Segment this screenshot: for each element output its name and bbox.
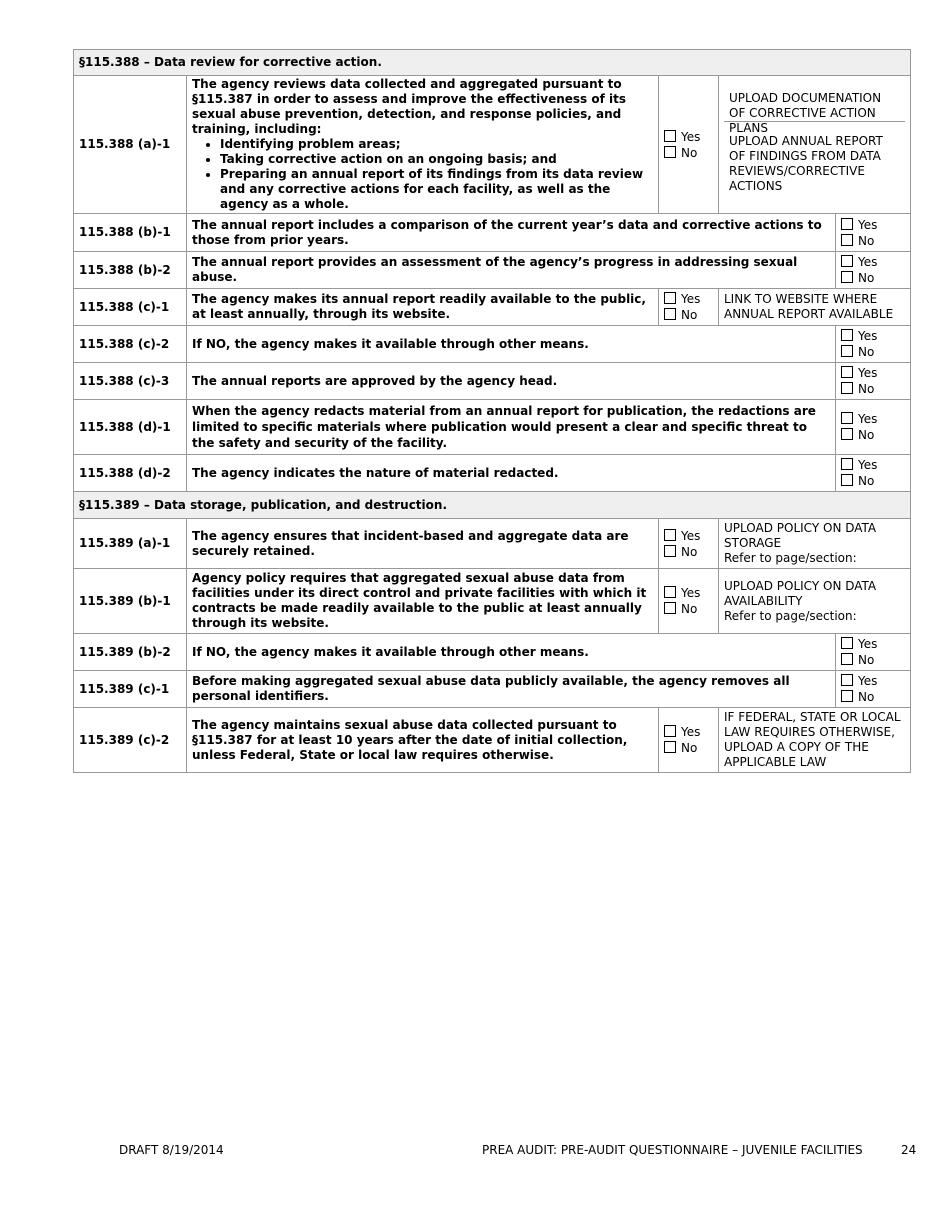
upload-label: UPLOAD POLICY ON DATA AVAILABILITY <box>724 578 877 608</box>
table-row <box>74 214 911 252</box>
section-header-389 <box>74 492 911 519</box>
checkbox[interactable] <box>841 382 853 394</box>
no-option[interactable]: No <box>664 740 713 756</box>
no-option[interactable]: No <box>664 307 713 323</box>
refer-label: Refer to page/section: <box>724 608 857 623</box>
yes-option[interactable]: Yes <box>664 585 713 601</box>
item-text: The annual reports are approved by the agency head. <box>187 363 836 400</box>
yes-no-group <box>659 289 719 326</box>
checkbox[interactable] <box>841 674 853 686</box>
checkbox[interactable] <box>664 602 676 614</box>
checkbox[interactable] <box>841 412 853 424</box>
item-id: 115.389 (b)-1 <box>74 569 187 634</box>
item-id: 115.388 (c)-3 <box>74 363 187 400</box>
checkbox[interactable] <box>664 146 676 158</box>
footer-draft-date: DRAFT 8/19/2014 <box>119 1143 224 1157</box>
item-id: 115.388 (c)-2 <box>74 326 187 363</box>
table-row <box>74 671 911 708</box>
item-id: 115.388 (c)-1 <box>74 289 187 326</box>
upload-label: UPLOAD POLICY ON DATA STORAGE <box>724 521 877 550</box>
checkbox[interactable] <box>841 271 853 283</box>
yes-no-group <box>836 326 911 363</box>
table-row <box>74 76 911 214</box>
checkbox[interactable] <box>664 130 676 142</box>
upload-annual-report[interactable]: UPLOAD ANNUAL REPORT OF FINDINGS FROM DATA REVIEWS/CORRECTIVE ACTIONS <box>729 134 883 193</box>
item-id: 115.388 (d)-1 <box>74 400 187 455</box>
yes-no-group <box>659 569 719 634</box>
upload-data-availability-policy[interactable] <box>719 569 911 634</box>
checkbox[interactable] <box>664 308 676 320</box>
item-text-main: The agency reviews data collected and aggregated pursuant to §115.387 in order to assess and improve the effectiveness of its sexual abuse prevention, detection, and response policies, and training, including: <box>192 77 627 136</box>
checkbox[interactable] <box>664 725 676 737</box>
upload-corrective-plans[interactable]: UPLOAD DOCUMENATION OF CORRECTIVE ACTION PLANS <box>724 89 905 122</box>
checkbox[interactable] <box>841 366 853 378</box>
table-row <box>74 455 911 492</box>
table-row <box>74 519 911 569</box>
table-row <box>74 326 911 363</box>
yes-option[interactable]: Yes <box>664 724 713 740</box>
upload-cell <box>719 76 911 214</box>
yes-no-group <box>659 708 719 773</box>
item-id: 115.389 (b)-2 <box>74 634 187 671</box>
checkbox[interactable] <box>664 529 676 541</box>
checkbox[interactable] <box>841 458 853 470</box>
yes-no-group <box>836 252 911 289</box>
item-text: If NO, the agency makes it available through other means. <box>187 634 836 671</box>
checkbox[interactable] <box>664 586 676 598</box>
list-item: • Identifying problem areas; <box>220 137 653 152</box>
footer-page-number: 24 <box>901 1143 917 1157</box>
website-link-field[interactable]: LINK TO WEBSITE WHERE ANNUAL REPORT AVAILABLE <box>719 289 911 326</box>
yes-no-group <box>659 519 719 569</box>
item-text: Before making aggregated sexual abuse data publicly available, the agency removes all personal identifiers. <box>187 671 836 708</box>
checkbox[interactable] <box>664 292 676 304</box>
section-title: §115.389 – Data storage, publication, and destruction. <box>74 492 911 519</box>
table-row <box>74 252 911 289</box>
yes-no-group <box>836 214 911 252</box>
checkbox[interactable] <box>841 234 853 246</box>
item-id: 115.389 (c)-2 <box>74 708 187 773</box>
bullet-list <box>192 137 653 212</box>
yes-no-group <box>836 671 911 708</box>
no-option[interactable]: No <box>841 473 905 489</box>
item-id: 115.389 (c)-1 <box>74 671 187 708</box>
yes-option[interactable]: Yes <box>841 673 905 689</box>
footer-document-title: PREA AUDIT: PRE-AUDIT QUESTIONNAIRE – JUVENILE FACILITIES <box>482 1143 863 1157</box>
checkbox[interactable] <box>841 345 853 357</box>
checkbox[interactable] <box>841 428 853 440</box>
questionnaire-table <box>73 49 911 773</box>
no-option[interactable]: No <box>841 233 905 249</box>
checkbox[interactable] <box>664 545 676 557</box>
item-text: The agency ensures that incident-based and aggregate data are securely retained. <box>187 519 659 569</box>
item-text: The agency maintains sexual abuse data collected pursuant to §115.387 for at least 10 years after the date of initial collection, unless Federal, State or local law requires otherwise. <box>187 708 659 773</box>
table-row <box>74 363 911 400</box>
item-text: The annual report includes a comparison of the current year’s data and corrective actions to those from prior years. <box>187 214 836 252</box>
list-item: • Preparing an annual report of its findings from its data review and any corrective actions for each facility, as well as the agency as a whole. <box>220 167 653 212</box>
checkbox[interactable] <box>841 329 853 341</box>
item-text: The agency makes its annual report readily available to the public, at least annually, through its website. <box>187 289 659 326</box>
yes-option[interactable]: Yes <box>841 636 905 652</box>
table-row <box>74 289 911 326</box>
item-text <box>187 76 659 214</box>
checkbox[interactable] <box>841 474 853 486</box>
item-id: 115.388 (a)-1 <box>74 76 187 214</box>
upload-data-storage-policy[interactable] <box>719 519 911 569</box>
item-id: 115.388 (b)-1 <box>74 214 187 252</box>
item-text: If NO, the agency makes it available through other means. <box>187 326 836 363</box>
yes-no-group <box>836 363 911 400</box>
checkbox[interactable] <box>664 741 676 753</box>
checkbox[interactable] <box>841 255 853 267</box>
yes-option[interactable]: Yes <box>841 217 905 233</box>
list-item: • Taking corrective action on an ongoing basis; and <box>220 152 653 167</box>
item-text: The agency indicates the nature of material redacted. <box>187 455 836 492</box>
yes-option[interactable]: Yes <box>841 411 905 427</box>
checkbox[interactable] <box>841 690 853 702</box>
yes-no-group <box>836 455 911 492</box>
no-option[interactable]: No <box>841 689 905 705</box>
item-id: 115.388 (b)-2 <box>74 252 187 289</box>
no-option[interactable]: No <box>664 145 713 161</box>
item-id: 115.389 (a)-1 <box>74 519 187 569</box>
no-option[interactable]: No <box>664 601 713 617</box>
table-row <box>74 400 911 455</box>
upload-applicable-law[interactable]: IF FEDERAL, STATE OR LOCAL LAW REQUIRES OTHERWISE, UPLOAD A COPY OF THE APPLICABLE LAW <box>719 708 911 773</box>
no-option[interactable]: No <box>841 344 905 360</box>
yes-no-group <box>659 76 719 214</box>
no-option[interactable]: No <box>664 544 713 560</box>
yes-option[interactable]: Yes <box>664 291 713 307</box>
no-option[interactable]: No <box>841 427 905 443</box>
no-option[interactable]: No <box>841 270 905 286</box>
item-id: 115.388 (d)-2 <box>74 455 187 492</box>
yes-no-group <box>836 634 911 671</box>
yes-no-group <box>836 400 911 455</box>
item-text: The annual report provides an assessment of the agency’s progress in addressing sexual abuse. <box>187 252 836 289</box>
section-title: §115.388 – Data review for corrective action. <box>74 50 911 76</box>
yes-option[interactable]: Yes <box>841 328 905 344</box>
item-text: Agency policy requires that aggregated sexual abuse data from facilities under its direct control and private facilities with which it contracts be made readily available to the public at least annually through its website. <box>187 569 659 634</box>
no-option[interactable]: No <box>841 381 905 397</box>
table-row <box>74 634 911 671</box>
yes-option[interactable]: Yes <box>841 365 905 381</box>
yes-option[interactable]: Yes <box>664 528 713 544</box>
checkbox[interactable] <box>841 637 853 649</box>
table-row <box>74 708 911 773</box>
item-text: When the agency redacts material from an annual report for publication, the redactions are limited to specific materials where publication would present a clear and specific threat to the safety and security of the facility. <box>187 400 836 455</box>
no-option[interactable]: No <box>841 652 905 668</box>
table-row <box>74 569 911 634</box>
checkbox[interactable] <box>841 218 853 230</box>
yes-option[interactable]: Yes <box>664 129 713 145</box>
yes-option[interactable]: Yes <box>841 254 905 270</box>
refer-label: Refer to page/section: <box>724 551 857 565</box>
yes-option[interactable]: Yes <box>841 457 905 473</box>
checkbox[interactable] <box>841 653 853 665</box>
section-header-388 <box>74 50 911 76</box>
